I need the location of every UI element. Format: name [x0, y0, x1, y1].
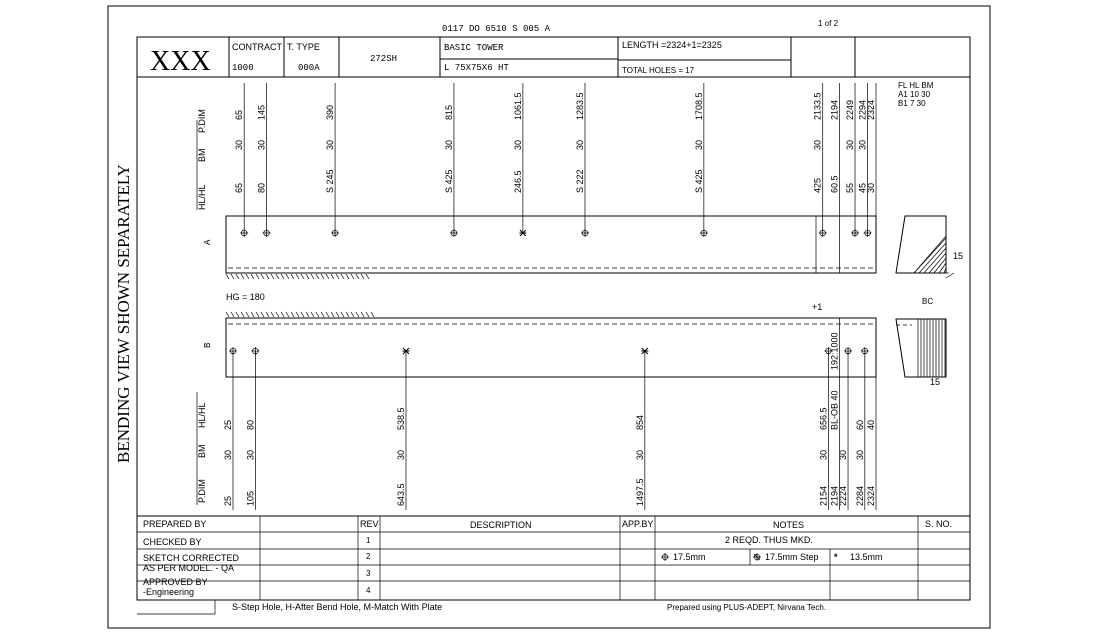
leg-a-pdim-11: 2324: [866, 99, 876, 120]
total-holes: TOTAL HOLES = 17: [622, 66, 695, 75]
leg-a-hole-1: [263, 229, 271, 237]
leg-a-hl-5: S 222: [574, 169, 585, 193]
leg-b-hole-0: [229, 347, 237, 355]
leg-a-hl-3: S 425: [443, 169, 454, 193]
leg-b-pdim-2: 643.5: [395, 483, 406, 506]
leg-b-pdim-4: 2154: [818, 485, 829, 506]
leg-b-hl-1: 80: [245, 419, 256, 430]
page-number: 1 of 2: [818, 19, 839, 28]
part-number: 272SH: [370, 54, 398, 64]
hole-size-3: 13.5mm: [850, 552, 883, 562]
leg-a-hole-3: [450, 229, 458, 237]
hole-circle-icon: [661, 553, 669, 561]
leg-a-hl-11: 30: [866, 182, 876, 193]
hole-size-1: 17.5mm: [673, 552, 706, 562]
leg-a-bm-6: 30: [693, 139, 704, 150]
contract-label: CONTRACT: [232, 42, 282, 52]
outer-border: [108, 6, 990, 628]
leg-a-bm-2: 30: [325, 139, 336, 150]
leg-a-hl-2: S 245: [325, 169, 336, 193]
leg-a-hole-0: [240, 229, 248, 237]
prepared-by-label: PREPARED BY: [143, 519, 207, 529]
leg-a-row-bm: BM: [197, 148, 207, 162]
leg-a-row-pdim: P.DIM: [197, 109, 207, 133]
leg-b-bm-4: 30: [818, 449, 829, 460]
leg-a-hole-9: [851, 229, 859, 237]
leg-a-bm-0: 30: [234, 139, 245, 150]
leg-b-hl-2: 538.5: [395, 407, 406, 430]
legend-line-3: B1 7 30: [898, 99, 926, 108]
approved-by-label-2: -Engineering: [143, 587, 195, 597]
leg-b-pdim-6: 2224: [838, 485, 849, 506]
rev-row-4: 4: [366, 586, 371, 595]
plus-one-note: +1: [812, 302, 823, 312]
leg-a-hole-7: [819, 229, 827, 237]
leg-b-bm-5: 192:1000: [829, 332, 840, 370]
leg-b-bm-1: 30: [245, 449, 256, 460]
leg-a-row-hl: HL/HL: [197, 184, 207, 210]
leg-a-hl-8: 60.5: [829, 175, 840, 193]
leg-b-pdim-0: 25: [222, 495, 233, 506]
revision-table: [137, 516, 970, 614]
leg-b-row-pdim: P.DIM: [197, 479, 207, 503]
leg-b-view: [197, 292, 876, 505]
leg-b-hl-5: BL-OB 40: [829, 390, 840, 430]
leg-b-bm-0: 30: [222, 449, 233, 460]
legend-note: S-Step Hole, H-After Bend Hole, M-Match With Plate: [232, 602, 443, 612]
rev-row-1: 1: [366, 536, 371, 545]
leg-a-bm-3: 30: [443, 139, 454, 150]
leg-a-bm-9: 30: [845, 139, 856, 150]
leg-a-pdim-7: 2133.5: [812, 92, 823, 120]
leg-a-view: [197, 109, 876, 279]
leg-a-bm-1: 30: [256, 139, 267, 150]
leg-a-hole-6: [700, 229, 708, 237]
bend-view-b: [896, 297, 946, 387]
leg-a-hole-2: [331, 229, 339, 237]
leg-b-bm-7: 30: [854, 449, 865, 460]
sketch-corrected-label-1: SKETCH CORRECTED: [143, 553, 240, 563]
leg-b-bm-2: 30: [395, 449, 406, 460]
leg-b-row-hl: HL/HL: [197, 402, 207, 428]
rev-row-2: 2: [366, 552, 371, 561]
leg-a-hole-10: [864, 229, 872, 237]
mark-number: XXX: [150, 46, 211, 77]
leg-b-hl-8: 40: [866, 419, 876, 430]
leg-a-pdim-4: 1061.5: [512, 92, 523, 120]
hole-size-2: 17.5mm Step: [765, 552, 819, 562]
rev-header: REV: [360, 519, 379, 529]
description-line2: L 75X75X6 HT: [444, 63, 509, 73]
leg-a-hl-1: 80: [256, 182, 267, 193]
leg-a-pdim-2: 390: [325, 104, 336, 120]
leg-b-pdim-8: 2324: [866, 485, 876, 506]
doc-number: 0117 DO 6510 S 005 A: [442, 24, 551, 34]
leg-a-bm-5: 30: [574, 139, 585, 150]
leg-a-label: A: [203, 239, 213, 245]
hole-star-icon: *: [834, 552, 838, 562]
leg-a-pdim-9: 2249: [845, 99, 856, 120]
bend-a-value: 15: [953, 251, 964, 261]
leg-b-hl-3: 854: [634, 414, 645, 430]
leg-a-bm-4: 30: [512, 139, 523, 150]
leg-b-row-bm: BM: [197, 444, 207, 458]
leg-b-pdim-5: 2194: [829, 485, 840, 506]
leg-a-hl-10: 45: [857, 182, 868, 193]
legend-line-2: A1 10 30: [898, 90, 931, 99]
description-header: DESCRIPTION: [470, 520, 532, 530]
leg-b-hl-4: 656.5: [818, 407, 829, 430]
notes-header: NOTES: [773, 520, 805, 530]
rev-row-3: 3: [366, 569, 371, 578]
legend-line-1: FL HL BM: [898, 81, 934, 90]
leg-a-pdim-0: 65: [234, 109, 245, 120]
leg-a-pdim-5: 1283.5: [574, 92, 585, 120]
leg-b-hole-7: [861, 347, 869, 355]
app-by-header: APP.BY: [622, 519, 654, 529]
leg-b-body: [226, 318, 876, 377]
leg-b-bm-3: 30: [634, 449, 645, 460]
note-reqd: 2 REQD. THUS MKD.: [725, 535, 813, 545]
hole-gauge: HG = 180: [226, 292, 265, 302]
bend-b-label: BC: [922, 297, 934, 306]
sno-header: S. NO.: [925, 519, 953, 529]
leg-a-hl-6: S 425: [693, 169, 704, 193]
leg-b-bm-6: 30: [838, 449, 849, 460]
hole-step-icon: [753, 553, 761, 561]
leg-b-pdim-1: 105: [245, 490, 256, 506]
bend-view-a: [896, 216, 963, 278]
credit-text: Prepared using PLUS-ADEPT, Nirvana Tech.: [667, 603, 827, 612]
bend-b-value: 15: [930, 377, 941, 387]
ttype-value: 000A: [298, 63, 320, 73]
leg-b-hole-6: [844, 347, 852, 355]
leg-b-pdim-7: 2284: [854, 485, 865, 506]
checked-by-label: CHECKED BY: [143, 537, 202, 547]
leg-a-hl-4: 246.5: [512, 170, 523, 193]
leg-a-pdim-10: 2294: [857, 99, 868, 120]
leg-a-hl-9: 55: [845, 182, 856, 193]
sketch-corrected-label-2: AS PER MODEL. - QA: [143, 563, 235, 573]
leg-a-hole-5: [581, 229, 589, 237]
leg-b-hole-1: [251, 347, 259, 355]
side-title: BENDING VIEW SHOWN SEPARATELY: [114, 164, 133, 463]
leg-b-hl-0: 25: [222, 419, 233, 430]
leg-a-bm-7: 30: [812, 139, 823, 150]
leg-b-label: B: [203, 342, 213, 348]
leg-a-hl-0: 65: [234, 182, 245, 193]
leg-a-pdim-3: 815: [443, 104, 454, 120]
approved-by-label-1: APPROVED BY: [143, 577, 208, 587]
leg-a-hl-7: 425: [812, 177, 823, 193]
ttype-label: T. TYPE: [287, 42, 320, 52]
title-block: [137, 37, 970, 77]
length-text: LENGTH =2324+1=2325: [622, 40, 722, 50]
leg-b-hl-7: 60: [854, 419, 865, 430]
contract-value: 1000: [232, 63, 254, 73]
leg-a-pdim-1: 145: [256, 104, 267, 120]
leg-a-bm-10: 30: [857, 139, 868, 150]
leg-b-pdim-3: 1497.5: [634, 478, 645, 506]
description-line1: BASIC TOWER: [444, 43, 504, 53]
leg-a-pdim-6: 1708.5: [693, 92, 704, 120]
leg-a-pdim-8: 2194: [829, 99, 840, 120]
leg-a-body: [226, 216, 876, 273]
